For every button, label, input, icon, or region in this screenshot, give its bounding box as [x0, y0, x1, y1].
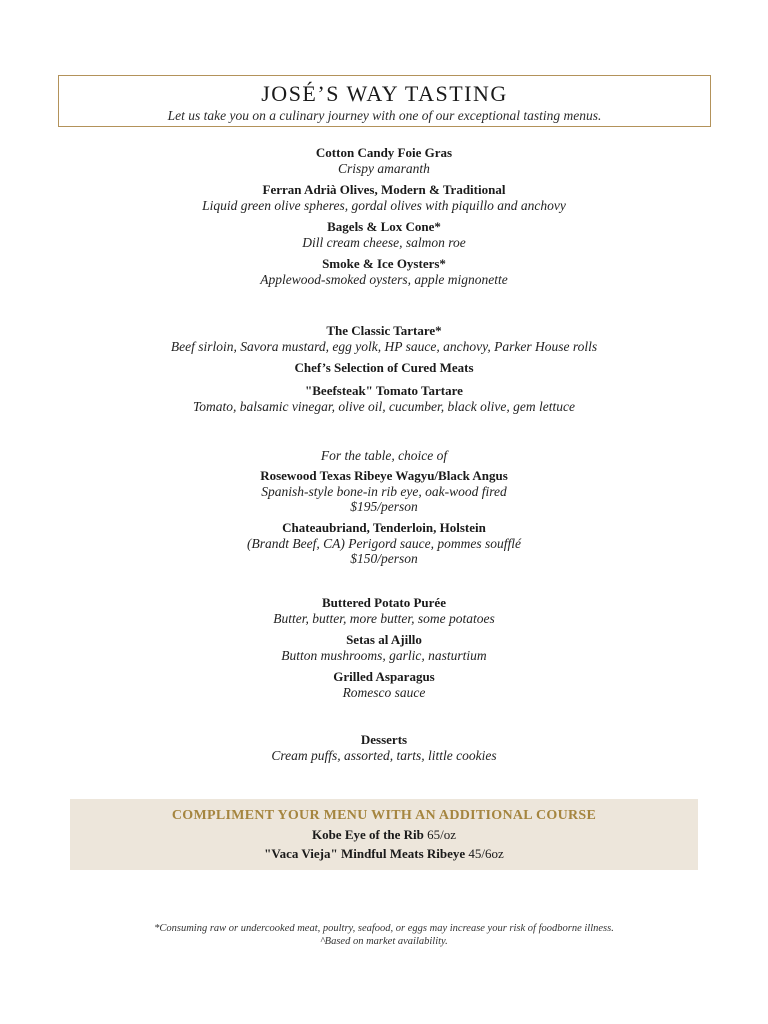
- menu-item: [0, 468, 768, 514]
- menu-item: [0, 520, 768, 566]
- addon-item: [70, 827, 698, 843]
- menu-item: [0, 145, 768, 176]
- menu-header: [58, 75, 711, 127]
- item-name: Chateaubriand, Tenderloin, Holstein: [282, 520, 486, 535]
- menu-item: [0, 595, 768, 626]
- menu-subtitle: Let us take you on a culinary journey with one of our exceptional tasting menus.: [167, 108, 602, 123]
- addon-item-name: "Vaca Vieja" Mindful Meats Ribeye: [264, 846, 466, 861]
- item-description: Button mushrooms, garlic, nasturtium: [281, 648, 487, 663]
- item-name: The Classic Tartare*: [326, 323, 442, 338]
- item-name: Desserts: [360, 732, 408, 747]
- menu-item: [0, 323, 768, 354]
- addon-item-name: Kobe Eye of the Rib: [311, 827, 424, 842]
- item-name: Buttered Potato Purée: [322, 595, 446, 610]
- menu-item: [0, 256, 768, 287]
- item-name: "Beefsteak" Tomato Tartare: [305, 383, 463, 398]
- item-name: Chef’s Selection of Cured Meats: [294, 360, 474, 375]
- additional-course-title: COMPLIMENT YOUR MENU WITH AN ADDITIONAL COURSE: [171, 808, 597, 823]
- menu-item: [0, 219, 768, 250]
- menu-item: [0, 383, 768, 414]
- item-description: Liquid green olive spheres, gordal olives with piquillo and anchovy: [202, 198, 566, 213]
- raw-food-warning: *Consuming raw or undercooked meat, poultry, seafood, or eggs may increase your risk of foodborne illness.: [154, 923, 614, 934]
- addon-item-price: 45/6oz: [468, 846, 504, 861]
- menu-item: [0, 669, 768, 700]
- menu-item: [0, 182, 768, 213]
- addon-item-price: 65/oz: [427, 827, 457, 842]
- menu-item: [0, 360, 768, 376]
- course-mains: [0, 448, 768, 566]
- item-name: Grilled Asparagus: [333, 669, 435, 684]
- item-name: Rosewood Texas Ribeye Wagyu/Black Angus: [260, 468, 508, 483]
- item-price: $150/person: [350, 551, 418, 566]
- item-description: Beef sirloin, Savora mustard, egg yolk, HP sauce, anchovy, Parker House rolls: [170, 339, 598, 354]
- course-starters: [0, 145, 768, 287]
- item-description: Crispy amaranth: [338, 161, 430, 176]
- menu-item: [0, 732, 768, 763]
- item-name: Setas al Ajillo: [346, 632, 422, 647]
- course-sides: [0, 595, 768, 700]
- course-desserts: [0, 732, 768, 763]
- item-description: Butter, butter, more butter, some potatoes: [273, 611, 495, 626]
- market-availability-note: ^Based on market availability.: [320, 936, 448, 947]
- menu-title: JOSÉ’S WAY TASTING: [261, 81, 508, 106]
- item-description: Applewood-smoked oysters, apple mignonette: [260, 272, 508, 287]
- menu-item: [0, 632, 768, 663]
- item-price: $195/person: [350, 499, 418, 514]
- addon-item: [70, 846, 698, 862]
- course-tartare: [0, 323, 768, 414]
- item-description: Cream puffs, assorted, tarts, little cookies: [271, 748, 497, 763]
- item-name: Bagels & Lox Cone*: [327, 219, 441, 234]
- footer-disclaimer: [0, 922, 768, 948]
- item-description: Romesco sauce: [342, 685, 426, 700]
- item-description: (Brandt Beef, CA) Perigord sauce, pommes soufflé: [247, 536, 521, 551]
- item-description: Spanish-style bone-in rib eye, oak-wood fired: [261, 484, 507, 499]
- item-name: Smoke & Ice Oysters*: [322, 256, 446, 271]
- additional-course-panel: [70, 799, 698, 870]
- item-name: Ferran Adrià Olives, Modern & Traditional: [262, 182, 506, 197]
- item-description: Dill cream cheese, salmon roe: [302, 235, 466, 250]
- item-description: Tomato, balsamic vinegar, olive oil, cucumber, black olive, gem lettuce: [193, 399, 575, 414]
- item-name: Cotton Candy Foie Gras: [315, 145, 453, 160]
- course-lead-text: For the table, choice of: [320, 448, 448, 463]
